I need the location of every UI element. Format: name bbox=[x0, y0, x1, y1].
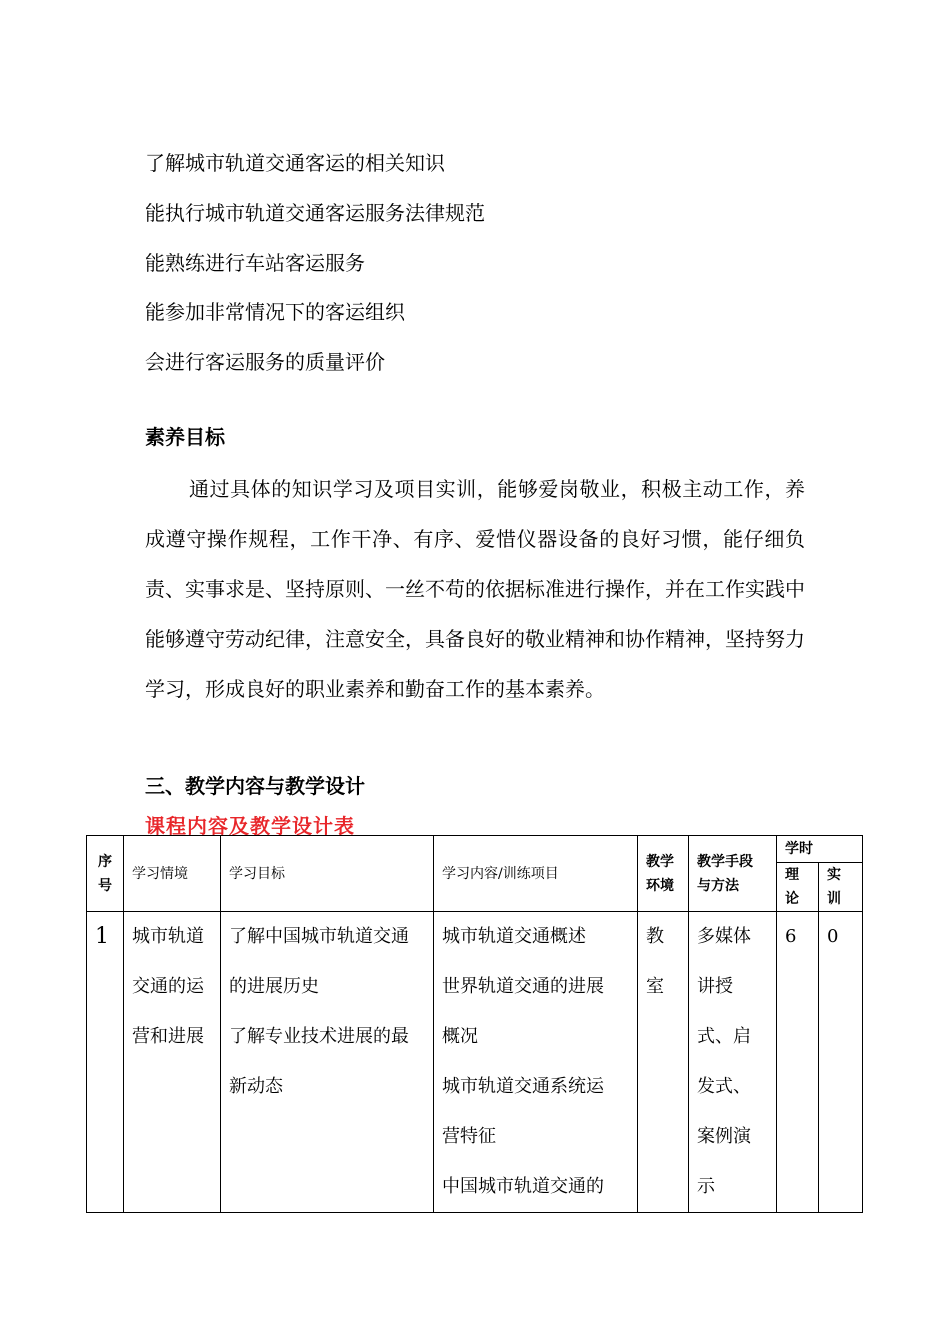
section-heading: 三、教学内容与教学设计 bbox=[145, 774, 365, 798]
header-practice: 实训 bbox=[819, 863, 863, 912]
cell-theory: 6 bbox=[777, 912, 819, 1213]
cell-context: 城市轨道 交通的运 营和进展 bbox=[124, 912, 221, 1213]
header-env: 教学环境 bbox=[638, 836, 689, 912]
skill-item-5: 会进行客运服务的质量评价 bbox=[145, 350, 385, 374]
table-title: 课程内容及教学设计表 bbox=[145, 814, 355, 838]
cell-content: 城市轨道交通概述 世界轨道交通的进展 概况 城市轨道交通系统运 营特征 中国城市轨道交通的 bbox=[434, 912, 638, 1213]
skill-item-1: 了解城市轨道交通客运的相关知识 bbox=[145, 151, 445, 175]
header-goal: 学习目标 bbox=[221, 836, 434, 912]
course-design-table bbox=[86, 835, 863, 1213]
header-method: 教学手段与方法 bbox=[689, 836, 777, 912]
cell-env: 教 室 bbox=[638, 912, 689, 1213]
cell-index: 1 bbox=[87, 912, 124, 1213]
header-content: 学习内容/训练项目 bbox=[434, 836, 638, 912]
cell-goal: 了解中国城市轨道交通 的进展历史 了解专业技术进展的最 新动态 bbox=[221, 912, 434, 1213]
header-context: 学习情境 bbox=[124, 836, 221, 912]
literacy-paragraph: 通过具体的知识学习及项目实训，能够爱岗敬业，积极主动工作，养成遵守操作规程，工作干净、有序、爱惜仪器设备的良好习惯，能仔细负责、实事求是、坚持原则、一丝不苟的依据标准进行操作，并在工作实践中能够遵守劳动纪律，注意安全，具备良好的敬业精神和协作精神，坚持努力学习，形成良好的职业素养和勤奋工作的基本素养。 bbox=[145, 477, 805, 701]
header-hours: 学时 bbox=[777, 836, 863, 863]
cell-method: 多媒体 讲授 式、启 发式、 案例演 示 bbox=[689, 912, 777, 1213]
table-row bbox=[87, 912, 863, 1213]
skill-item-3: 能熟练进行车站客运服务 bbox=[145, 251, 365, 275]
header-theory: 理论 bbox=[777, 863, 819, 912]
skill-item-4: 能参加非常情况下的客运组织 bbox=[145, 300, 405, 324]
literacy-heading: 素养目标 bbox=[145, 425, 225, 449]
literacy-paragraph-block bbox=[145, 464, 805, 714]
header-index: 序号 bbox=[87, 836, 124, 912]
cell-practice: 0 bbox=[819, 912, 863, 1213]
skill-item-2: 能执行城市轨道交通客运服务法律规范 bbox=[145, 201, 485, 225]
